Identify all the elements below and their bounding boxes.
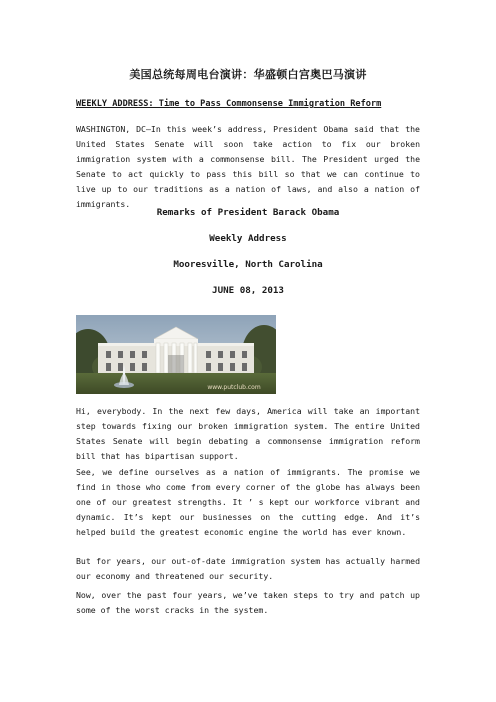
date: JUNE 08, 2013	[212, 285, 284, 296]
photo-watermark: www.putclub.com	[207, 384, 261, 391]
paragraph-1: Hi, everybody. In the next few days, America will take an important step towards fixing our broken immigration system. The entire United States Senate will begin debating a commonsense immigration reform bill that has bipartisan support.	[76, 406, 420, 461]
paragraph-3: But for years, our out-of-date immigration system has actually harmed our economy and threatened our security.	[76, 556, 420, 581]
paragraph-4: Now, over the past four years, we’ve taken steps to try and patch up some of the worst cracks in the system.	[76, 590, 420, 615]
address-type: Weekly Address	[209, 233, 287, 244]
chinese-title: 美国总统每周电台演讲：华盛顿白宫奥巴马演讲	[129, 68, 367, 81]
address-heading: WEEKLY ADDRESS: Time to Pass Commonsense Immigration Reform	[76, 99, 382, 109]
paragraph-2: See, we define ourselves as a nation of immigrants. The promise we find in those who come from every corner of the globe has always been one of our greatest strengths. It ’ s kept our workforce vibrant and dynamic. It’s kept our businesses on the cutting edge. And it’s helped build the greatest economic engine the world has ever known.	[76, 467, 420, 537]
location: Mooresville, North Carolina	[173, 259, 323, 270]
remarks-title: Remarks of President Barack Obama	[156, 207, 340, 218]
white-house-photo	[76, 315, 276, 394]
intro-paragraph: WASHINGTON, DC—In this week’s address, President Obama said that the United States Senate will soon take action to fix our broken immigration system with a commonsense bill. The President urged the Senate to act quickly to pass this bill so that we can continue to live up to our traditions as a nation of laws, and also a nation of immigrants.	[76, 124, 420, 209]
